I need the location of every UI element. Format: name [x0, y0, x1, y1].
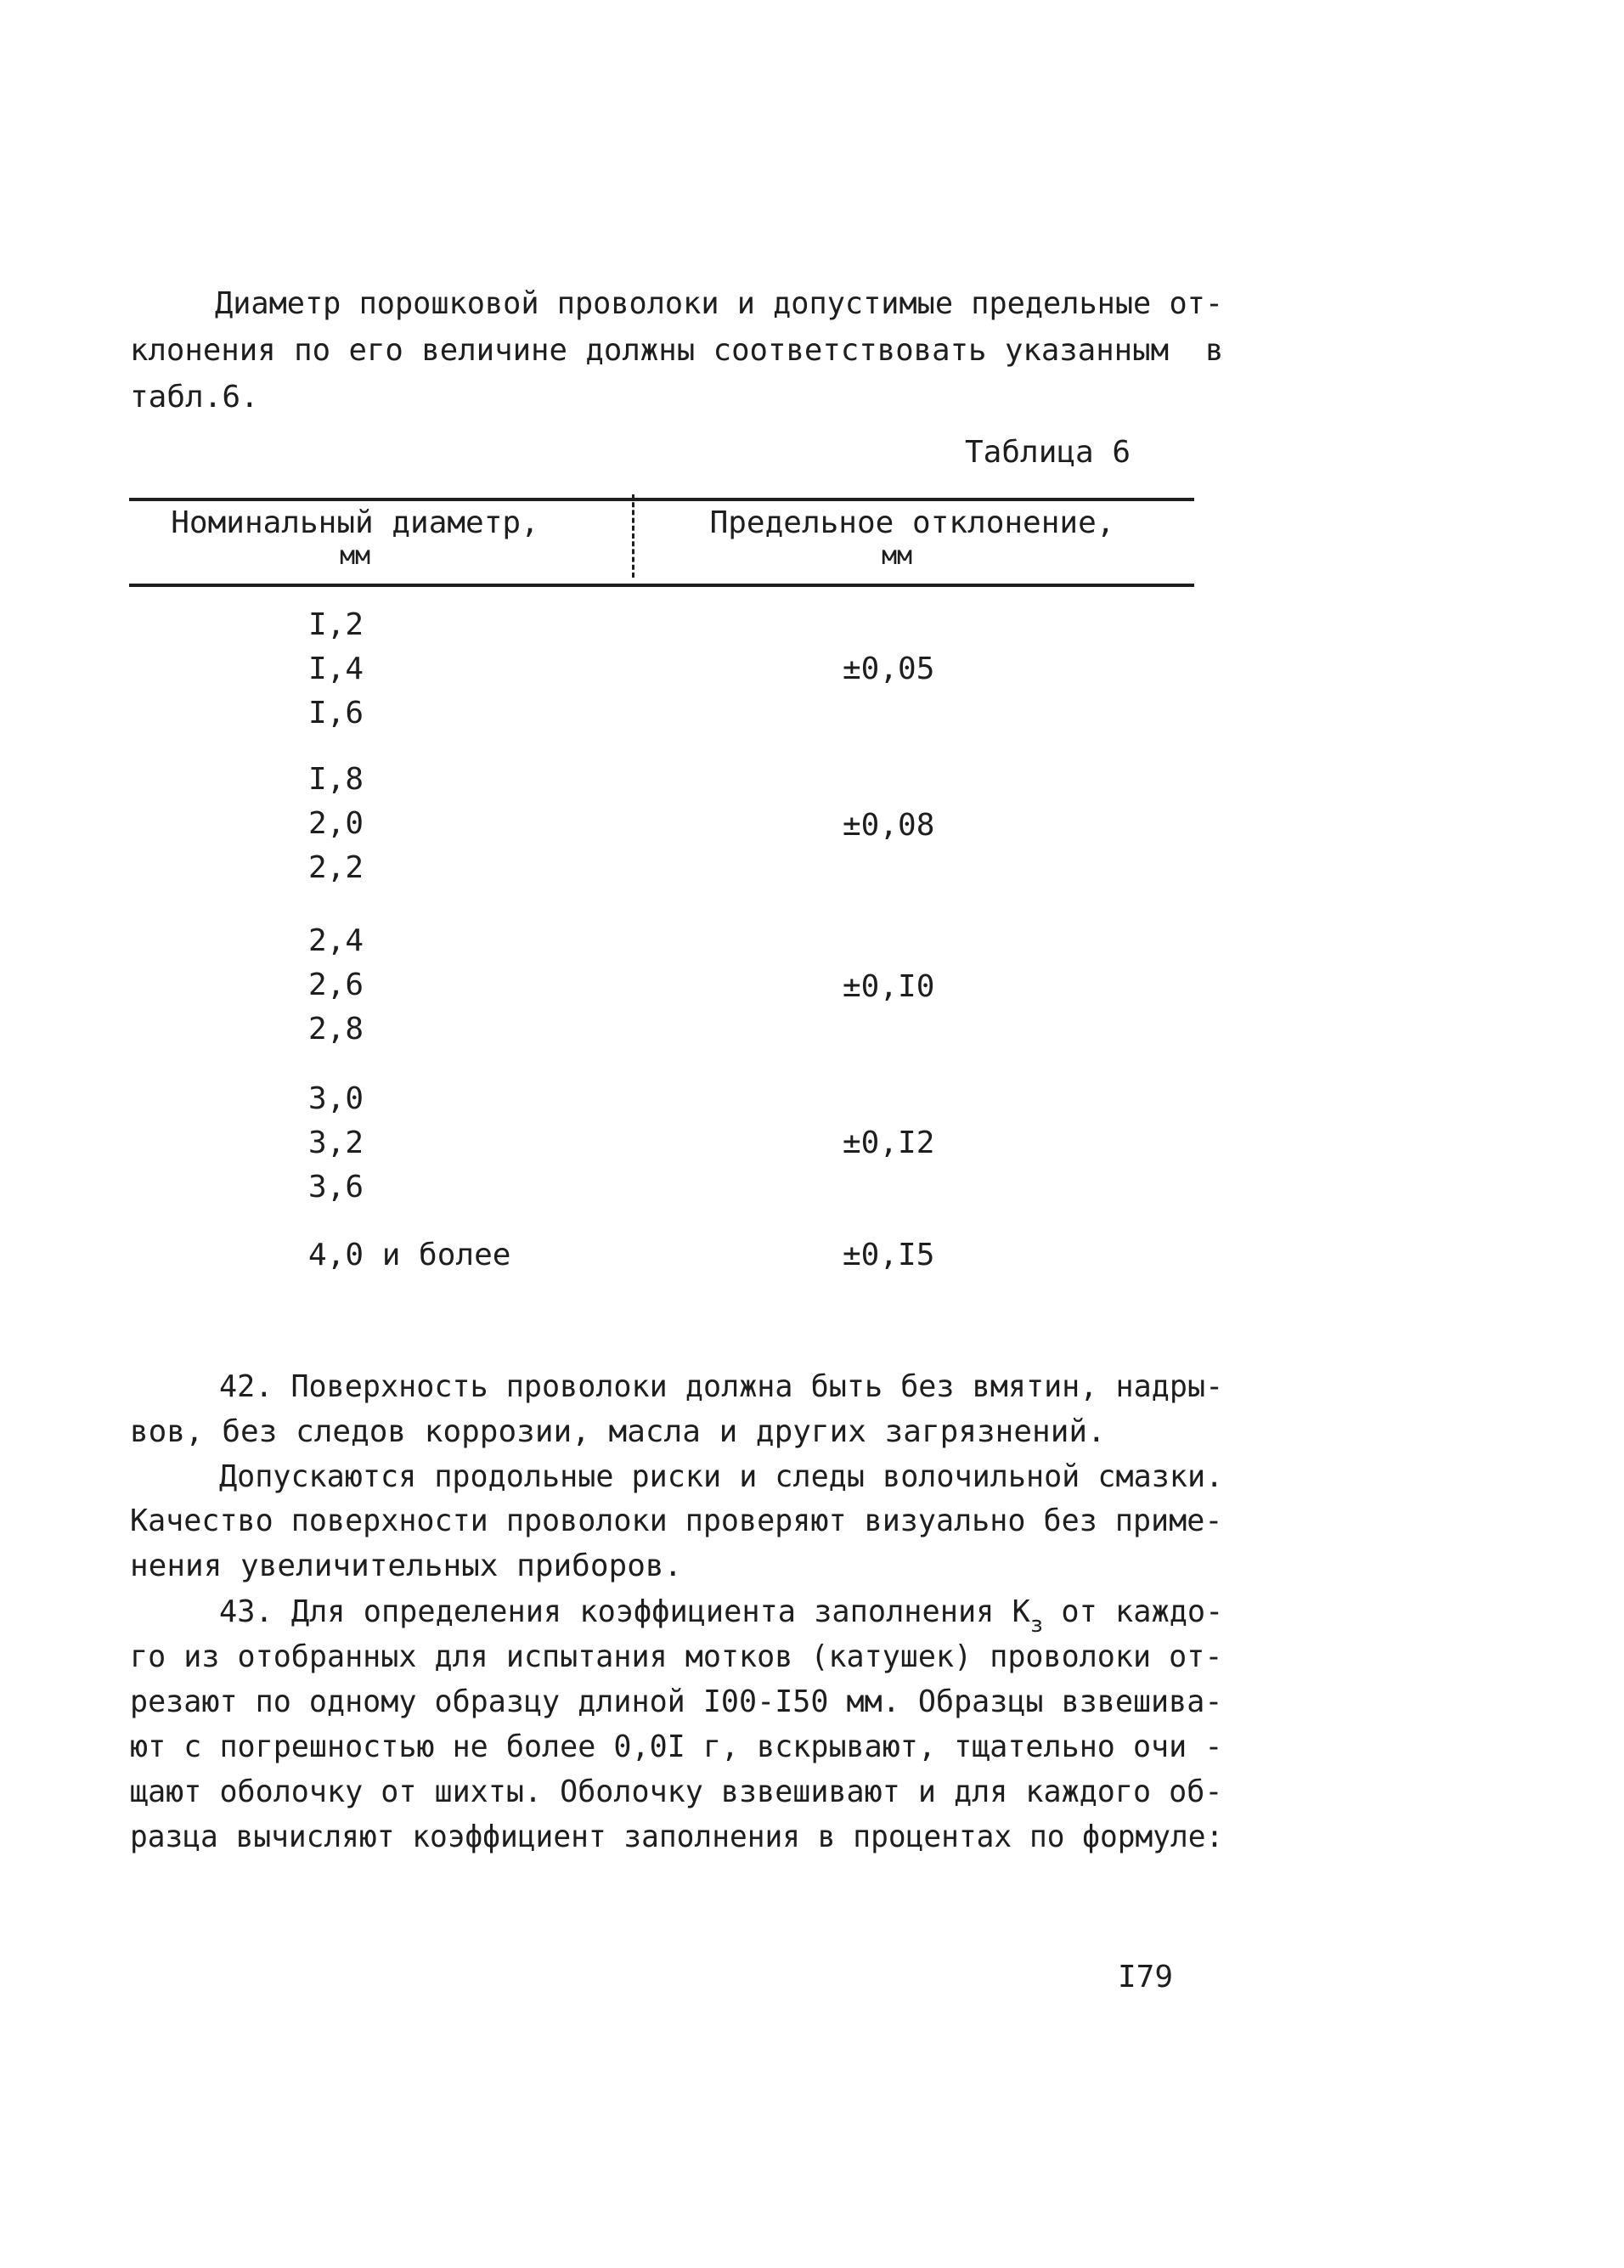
para43-line-2: го из отобранных для испытания мотков (катушек) проволоки от-	[130, 1639, 1223, 1674]
para43-line-5: щают оболочку от шихты. Оболочку взвешивают и для каждого об-	[130, 1774, 1223, 1809]
diameter-value: 4,0 и более	[308, 1238, 511, 1272]
diameter-value: 3,0	[308, 1081, 364, 1116]
diameter-value: 2,4	[308, 923, 364, 958]
diameter-value: 2,8	[308, 1012, 364, 1047]
header-limit-deviation-unit: мм	[881, 541, 913, 571]
diameter-value: 2,0	[308, 806, 364, 841]
deviation-value: ±0,08	[843, 808, 935, 843]
deviation-value: ±0,05	[843, 652, 935, 686]
header-limit-deviation: Предельное отклонение,	[709, 505, 1115, 540]
diameter-value: I,8	[308, 762, 364, 797]
deviation-value: ±0,I2	[843, 1126, 935, 1160]
table-column-divider	[632, 494, 634, 578]
table-caption: Таблица 6	[965, 435, 1131, 470]
diameter-value: I,4	[308, 652, 364, 686]
para42-line-2: вов, без следов коррозии, масла и других загрязнений.	[130, 1414, 1106, 1449]
para42-line-4: Качество поверхности проволоки проверяют визуально без приме-	[130, 1504, 1223, 1538]
deviation-value: ±0,I0	[843, 969, 935, 1004]
intro-line-3: табл.6.	[130, 380, 259, 415]
header-nominal-diameter: Номинальный диаметр,	[171, 505, 539, 540]
para43-line-4: ют с погрешностью не более 0,0I г, вскрывают, тщательно очи -	[130, 1729, 1223, 1764]
intro-line-1: Диаметр порошковой проволоки и допустимые предельные от-	[215, 286, 1224, 321]
para42-line-3: Допускаются продольные риски и следы волочильной смазки.	[219, 1459, 1224, 1494]
table-top-rule	[129, 498, 1194, 501]
diameter-value: I,2	[308, 607, 364, 642]
table-header-rule	[129, 584, 1194, 587]
header-nominal-diameter-unit: мм	[339, 541, 371, 571]
para43-line-6: разца вычисляют коэффициент заполнения в процентах по формуле:	[130, 1819, 1224, 1854]
page-number: I79	[1118, 1960, 1174, 1994]
intro-line-2: клонения по его величине должны соответствовать указанным в	[130, 333, 1224, 368]
diameter-value: I,6	[308, 696, 364, 731]
para43-line-3: резают по одному образцу длиной I00-I50 мм. Образцы взвешива-	[130, 1684, 1223, 1719]
deviation-value: ±0,I5	[843, 1238, 935, 1272]
diameter-value: 3,6	[308, 1170, 364, 1205]
para43-line-1-tail: от каждо-	[1043, 1594, 1224, 1629]
para43-line-1	[219, 1594, 1224, 1638]
para42-line-1: 42. Поверхность проволоки должна быть без вмятин, надры-	[219, 1369, 1224, 1404]
coefficient-subscript: з	[1029, 1612, 1044, 1638]
para42-line-5: нения увеличительных приборов.	[130, 1549, 683, 1583]
diameter-value: 2,2	[308, 850, 364, 885]
para43-line-1-text: 43. Для определения коэффициента заполнения К	[219, 1594, 1030, 1629]
diameter-value: 2,6	[308, 968, 364, 1002]
diameter-value: 3,2	[308, 1126, 364, 1160]
